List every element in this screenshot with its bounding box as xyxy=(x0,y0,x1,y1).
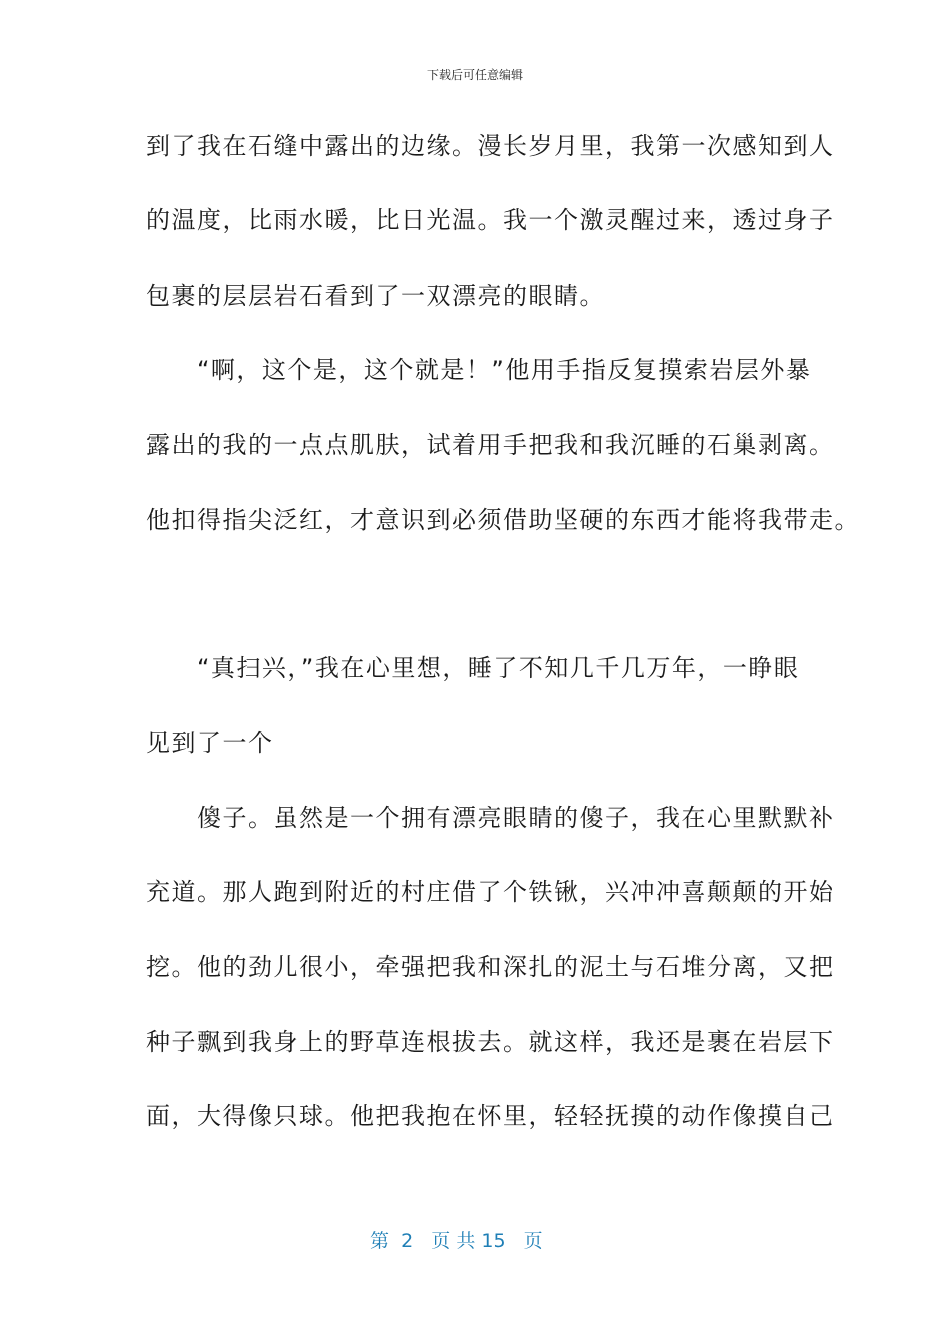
text-line: 傻子。虽然是一个拥有漂亮眼睛的傻子，我在心里默默补 xyxy=(146,804,835,832)
text-line: 挖。他的劲儿很小，牵强把我和深扎的泥土与石堆分离，又把 xyxy=(146,953,835,981)
page-number-footer: 第 2 页 共 15 页 xyxy=(370,1230,543,1252)
text-line: “啊，这个是，这个就是！”他用手指反复摸索岩层外暴 xyxy=(146,356,812,384)
text-line: 露出的我的一点点肌肤，试着用手把我和我沉睡的石巢剥离。 xyxy=(146,431,835,459)
text-line: 的温度，比雨水暖，比日光温。我一个激灵醒过来，透过身子 xyxy=(146,206,835,234)
text-line: “真扫兴，”我在心里想，睡了不知几千几万年，一睁眼 xyxy=(146,654,800,682)
page-header: 下载后可任意编辑 xyxy=(426,68,523,82)
text-line: 到了我在石缝中露出的边缘。漫长岁月里，我第一次感知到人 xyxy=(146,132,835,160)
text-line: 见到了一个 xyxy=(146,729,274,757)
text-line: 种子飘到我身上的野草连根拔去。就这样，我还是裹在岩层下 xyxy=(146,1028,835,1056)
text-line: 面，大得像只球。他把我抱在怀里，轻轻抚摸的动作像摸自己 xyxy=(146,1102,835,1130)
text-line: 包裹的层层岩石看到了一双漂亮的眼睛。 xyxy=(146,282,605,310)
text-line: 他扣得指尖泛红，才意识到必须借助坚硬的东西才能将我带走。 xyxy=(146,506,860,534)
text-line: 充道。那人跑到附近的村庄借了个铁锹，兴冲冲喜颠颠的开始 xyxy=(146,878,835,906)
